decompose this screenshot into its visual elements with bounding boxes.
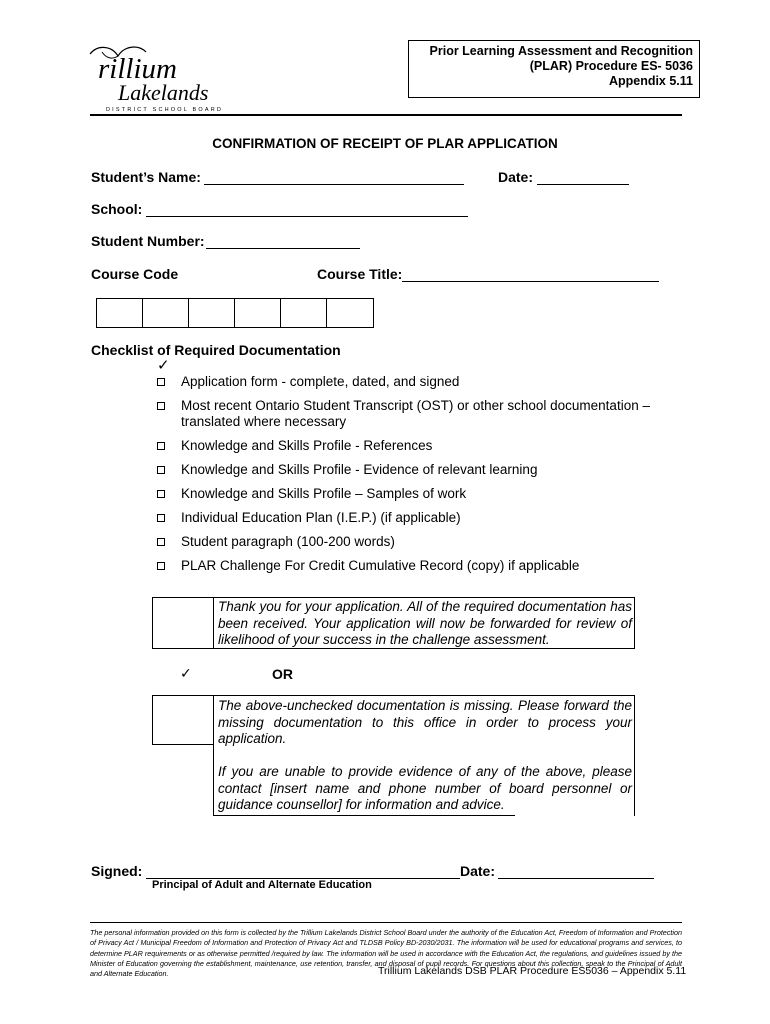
checkbox[interactable] (157, 514, 165, 522)
checklist-item-label: Individual Education Plan (I.E.P.) (if applicable) (181, 510, 461, 525)
or-label: OR (272, 666, 293, 682)
checklist-item (157, 510, 677, 528)
course-code-cell[interactable] (327, 299, 373, 327)
privacy-notice: The personal information provided on this form is collected by the Trillium Lakelands District School Board under the authority of the Education Act, Freedom of Information and Protection of Privacy Act / Municipal Freedom of Information and Protection of Privacy Act and TLDSB Policy BD-2030/2031. The information will be used for educational programs and services, to determine PLAR requirements or as otherwise permitted /required by law. The information will be used in accordance with the Education Act, the regulations, and guidelines issued by the Minister of Education governing the establishment, maintenance, use retention, transfer, and disposal of pupil records. For questions about this collection, speak to the Principal of Adult and Alternate Education. (90, 928, 682, 979)
student-number-label: Student Number: (91, 233, 205, 249)
checklist-heading: Checklist of Required Documentation (91, 342, 341, 358)
checkbox[interactable] (157, 490, 165, 498)
document-reference: Trillium Lakelands DSB PLAR Procedure ES5036 – Appendix 5.11 (378, 965, 687, 977)
checklist-item (157, 398, 677, 432)
checkbox[interactable] (157, 562, 165, 570)
logo-trillium-text: rillium (98, 53, 177, 85)
checklist-item (157, 486, 677, 504)
header-line-1: Prior Learning Assessment and Recognition (429, 44, 693, 58)
procedure-header-box (408, 40, 700, 98)
option-missing-text: The above-unchecked documentation is missing. Please forward the missing documentation to this office in order to process your application. (218, 698, 632, 746)
option-complete-text: Thank you for your application. All of the required documentation has been received. Your application will now be forwarded for review of likelihood of your success in the challenge assessment. (218, 599, 632, 647)
course-code-cell[interactable] (235, 299, 281, 327)
option-missing-bottom-rule (213, 815, 515, 816)
signer-role: Principal of Adult and Alternate Education (152, 879, 372, 891)
course-code-grid (96, 298, 374, 328)
course-code-label: Course Code (91, 266, 179, 282)
checklist-item (157, 534, 677, 552)
checklist-item (157, 558, 677, 576)
header-line-2: (PLAR) Procedure ES- 5036 (529, 59, 693, 73)
checkbox[interactable] (157, 402, 165, 410)
footer-divider (90, 922, 682, 923)
option-missing-contact-text: If you are unable to provide evidence of any of the above, please contact [insert name and phone number of board personnel or guidance counsellor] for information and advice. (218, 764, 632, 812)
course-code-cell[interactable] (281, 299, 327, 327)
student-name-field[interactable] (204, 184, 464, 185)
course-code-cell[interactable] (189, 299, 235, 327)
student-name-label: Student’s Name: (91, 169, 201, 185)
course-title-label: Course Title: (317, 266, 403, 282)
logo-tagline: DISTRICT SCHOOL BOARD (106, 107, 224, 113)
checkbox[interactable] (157, 378, 165, 386)
course-code-cell[interactable] (97, 299, 143, 327)
date-label: Date: (498, 169, 534, 185)
signed-date-field[interactable] (498, 878, 654, 879)
signed-date-label: Date: (460, 863, 496, 879)
option-missing-checkbox[interactable] (152, 695, 214, 745)
student-number-field[interactable] (206, 248, 360, 249)
school-field[interactable] (146, 216, 468, 217)
header-divider (90, 114, 682, 116)
checklist-item-label: Knowledge and Skills Profile – Samples of work (181, 486, 467, 501)
form-title: CONFIRMATION OF RECEIPT OF PLAR APPLICATION (212, 136, 558, 151)
header-line-3: Appendix 5.11 (608, 74, 693, 88)
checklist-item (157, 462, 677, 480)
or-checkmark: ✓ (180, 665, 192, 681)
course-code-cell[interactable] (143, 299, 189, 327)
school-label: School: (91, 201, 143, 217)
course-title-field[interactable] (402, 281, 659, 282)
checklist-item-label: Application form - complete, dated, and signed (181, 374, 460, 389)
checklist-checkmark: ✓ (157, 357, 170, 374)
checklist-item-label: Knowledge and Skills Profile - References (181, 438, 433, 453)
signed-label: Signed: (91, 863, 143, 879)
option-complete-checkbox[interactable] (152, 597, 214, 649)
checklist-item-label: Student paragraph (100-200 words) (181, 534, 395, 549)
checkbox[interactable] (157, 442, 165, 450)
checklist-item (157, 374, 677, 392)
checkbox[interactable] (157, 538, 165, 546)
checklist-item (157, 438, 677, 456)
logo-lakelands-text: Lakelands (118, 80, 209, 105)
checkbox[interactable] (157, 466, 165, 474)
checklist-item-label: PLAR Challenge For Credit Cumulative Record (copy) if applicable (181, 558, 580, 573)
date-field[interactable] (537, 184, 629, 185)
checklist-item-label: Knowledge and Skills Profile - Evidence of relevant learning (181, 462, 538, 477)
checklist-item-label: Most recent Ontario Student Transcript (OST) or other school documentation – translated where necessary (181, 398, 650, 429)
board-logo (88, 44, 228, 116)
